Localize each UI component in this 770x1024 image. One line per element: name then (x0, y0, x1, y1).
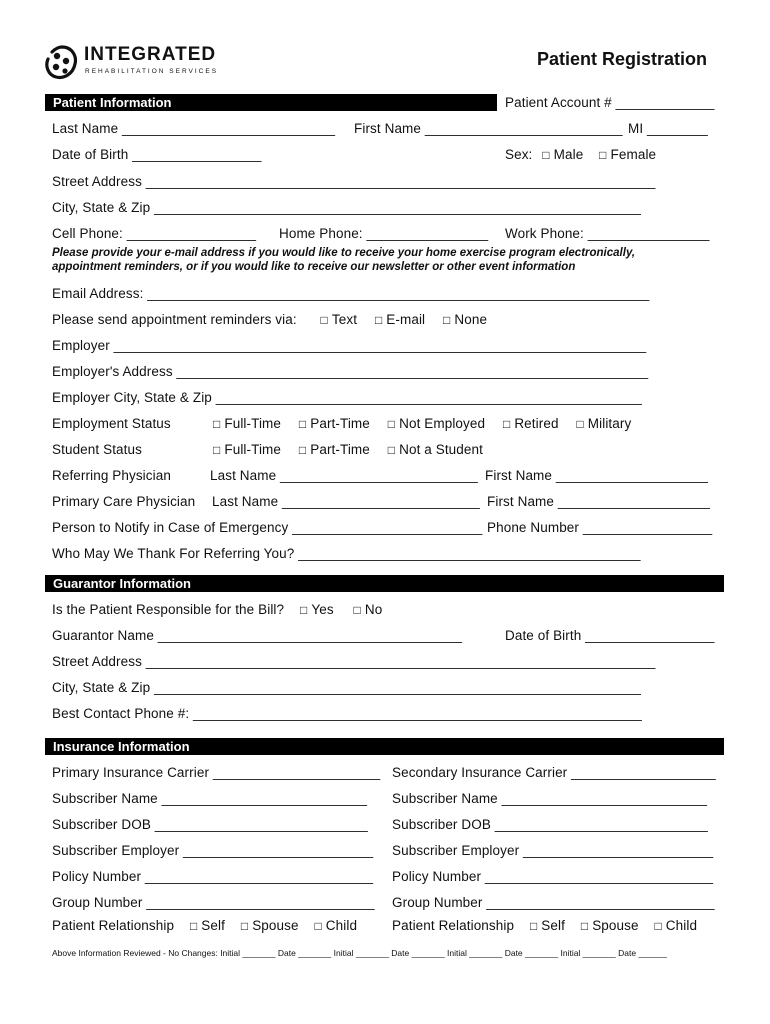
employment-label: Employment Status (52, 416, 171, 431)
stu-full-label: Full-Time (224, 442, 282, 457)
secondary-carrier-field[interactable]: Secondary Insurance Carrier ___________________ (392, 765, 716, 780)
student-label: Student Status (52, 442, 142, 457)
reminder-text-checkbox[interactable]: □ (320, 313, 328, 327)
stu-not-label: Not a Student (399, 442, 483, 457)
email-field[interactable]: Email Address: __________________________________________________________________ (52, 286, 650, 301)
home-phone-field[interactable]: Home Phone: ________________ (279, 226, 489, 241)
pcp-label: Primary Care Physician (52, 494, 196, 509)
stu-not-checkbox[interactable]: □ (387, 443, 396, 457)
reminders-group (52, 312, 487, 327)
reminder-none-checkbox[interactable]: □ (443, 313, 451, 327)
logo (44, 44, 219, 84)
secondary-policy-number-field[interactable]: Policy Number ______________________________ (392, 869, 714, 884)
employment-group (213, 416, 631, 431)
secondary-child-label: Child (665, 918, 698, 933)
last-name-field[interactable]: Last Name ____________________________ (52, 121, 336, 136)
reminder-email-checkbox[interactable]: □ (374, 313, 383, 327)
secondary-child-checkbox[interactable]: □ (654, 919, 662, 933)
reminder-text-label: Text (331, 312, 358, 327)
primary-relationship-label: Patient Relationship (52, 918, 175, 933)
email-note-line1: Please provide your e-mail address if you would like to receive your home exercise program electronically, (52, 247, 636, 259)
employer-field[interactable]: Employer ______________________________________________________________________ (52, 338, 647, 353)
page-title: Patient Registration (537, 49, 708, 69)
primary-subscriber-dob-field[interactable]: Subscriber DOB ____________________________ (52, 817, 368, 832)
emp-full-label: Full-Time (224, 416, 282, 431)
guarantor-info-header: Guarantor Information (45, 575, 724, 592)
secondary-group-number-field[interactable]: Group Number ______________________________ (392, 895, 715, 910)
responsible-yes-label: Yes (311, 602, 334, 617)
dob-field[interactable]: Date of Birth _________________ (52, 147, 262, 162)
street-address-field[interactable]: Street Address ___________________________________________________________________ (52, 174, 656, 189)
pcp-last-name-field[interactable]: Last Name __________________________ (212, 494, 480, 509)
responsible-no-checkbox[interactable]: □ (353, 603, 361, 617)
primary-subscriber-employer-field[interactable]: Subscriber Employer _________________________ (52, 843, 374, 858)
guarantor-street-field[interactable]: Street Address ___________________________________________________________________ (52, 654, 656, 669)
logo-mark-icon (44, 44, 80, 82)
primary-group-number-field[interactable]: Group Number ______________________________ (52, 895, 375, 910)
secondary-self-checkbox[interactable]: □ (529, 919, 538, 933)
secondary-relationship-group (392, 918, 697, 933)
sex-label: Sex: (505, 147, 533, 162)
email-note-line2: appointment reminders, or if you would like to receive our newsletter or other event information (52, 261, 576, 273)
emergency-contact-field[interactable]: Person to Notify in Case of Emergency _________________________ (52, 520, 483, 535)
primary-policy-number-field[interactable]: Policy Number ______________________________ (52, 869, 374, 884)
emp-military-checkbox[interactable]: □ (576, 417, 584, 431)
secondary-spouse-label: Spouse (592, 918, 639, 933)
responsible-label: Is the Patient Responsible for the Bill? (52, 602, 285, 617)
ref-first-name-field[interactable]: First Name ____________________ (485, 468, 709, 483)
reminder-email-label: E-mail (386, 312, 426, 327)
pcp-first-name-field[interactable]: First Name ____________________ (487, 494, 711, 509)
primary-spouse-label: Spouse (252, 918, 299, 933)
patient-info-header: Patient Information (45, 94, 497, 111)
sex-group (505, 147, 656, 162)
primary-child-checkbox[interactable]: □ (314, 919, 322, 933)
responsible-no-label: No (364, 602, 383, 617)
work-phone-field[interactable]: Work Phone: ________________ (505, 226, 710, 241)
guarantor-city-field[interactable]: City, State & Zip ________________________________________________________________ (52, 680, 641, 695)
secondary-subscriber-employer-field[interactable]: Subscriber Employer _________________________ (392, 843, 714, 858)
emp-retired-checkbox[interactable]: □ (502, 417, 511, 431)
responsible-yes-checkbox[interactable]: □ (300, 603, 308, 617)
primary-self-checkbox[interactable]: □ (189, 919, 198, 933)
primary-relationship-group (52, 918, 357, 933)
emp-full-checkbox[interactable]: □ (213, 417, 221, 431)
emp-not-checkbox[interactable]: □ (387, 417, 396, 431)
referral-thanks-field[interactable]: Who May We Thank For Referring You? _____________________________________________ (52, 546, 641, 561)
emp-part-label: Part-Time (310, 416, 370, 431)
logo-name: INTEGRATED (84, 44, 217, 65)
secondary-spouse-checkbox[interactable]: □ (580, 919, 589, 933)
emp-military-label: Military (587, 416, 632, 431)
guarantor-dob-field[interactable]: Date of Birth _________________ (505, 628, 715, 643)
stu-full-checkbox[interactable]: □ (213, 443, 221, 457)
secondary-subscriber-name-field[interactable]: Subscriber Name ___________________________ (392, 791, 708, 806)
emp-not-label: Not Employed (399, 416, 486, 431)
patient-account-field[interactable]: Patient Account # _____________ (505, 95, 715, 110)
employer-address-field[interactable]: Employer's Address ______________________________________________________________ (52, 364, 649, 379)
city-state-zip-field[interactable]: City, State & Zip ________________________________________________________________ (52, 200, 641, 215)
stu-part-checkbox[interactable]: □ (298, 443, 307, 457)
primary-child-label: Child (325, 918, 358, 933)
male-label: Male (553, 147, 584, 162)
reminders-label: Please send appointment reminders via: (52, 312, 297, 327)
student-group (213, 442, 483, 457)
responsible-group (52, 602, 382, 617)
guarantor-name-field[interactable]: Guarantor Name ________________________________________ (52, 628, 463, 643)
emergency-phone-field[interactable]: Phone Number _________________ (487, 520, 713, 535)
employer-city-field[interactable]: Employer City, State & Zip ________________________________________________________ (52, 390, 642, 405)
logo-tagline: REHABILITATION SERVICES (85, 68, 219, 75)
ref-last-name-field[interactable]: Last Name __________________________ (210, 468, 478, 483)
primary-spouse-checkbox[interactable]: □ (240, 919, 249, 933)
secondary-relationship-label: Patient Relationship (392, 918, 515, 933)
female-label: Female (610, 147, 657, 162)
ref-physician-label: Referring Physician (52, 468, 171, 483)
secondary-subscriber-dob-field[interactable]: Subscriber DOB ____________________________ (392, 817, 708, 832)
reminder-none-label: None (454, 312, 488, 327)
emp-retired-label: Retired (514, 416, 559, 431)
secondary-self-label: Self (541, 918, 565, 933)
emp-part-checkbox[interactable]: □ (298, 417, 307, 431)
primary-carrier-field[interactable]: Primary Insurance Carrier ______________________ (52, 765, 381, 780)
insurance-info-header: Insurance Information (45, 738, 724, 755)
primary-subscriber-name-field[interactable]: Subscriber Name ___________________________ (52, 791, 368, 806)
mi-field[interactable]: MI ________ (628, 121, 708, 136)
female-checkbox[interactable]: □ (599, 148, 607, 162)
male-checkbox[interactable]: □ (542, 148, 550, 162)
review-footer: Above Information Reviewed - No Changes: Initial _______ Date _______ Initial _______ Date _______ Initial _______ Date _______ Initial _______ Date ______ (52, 948, 667, 958)
first-name-field[interactable]: First Name __________________________ (354, 121, 623, 136)
cell-phone-field[interactable]: Cell Phone: _________________ (52, 226, 257, 241)
guarantor-phone-field[interactable]: Best Contact Phone #: ___________________________________________________________ (52, 706, 642, 721)
primary-self-label: Self (201, 918, 225, 933)
stu-part-label: Part-Time (310, 442, 370, 457)
